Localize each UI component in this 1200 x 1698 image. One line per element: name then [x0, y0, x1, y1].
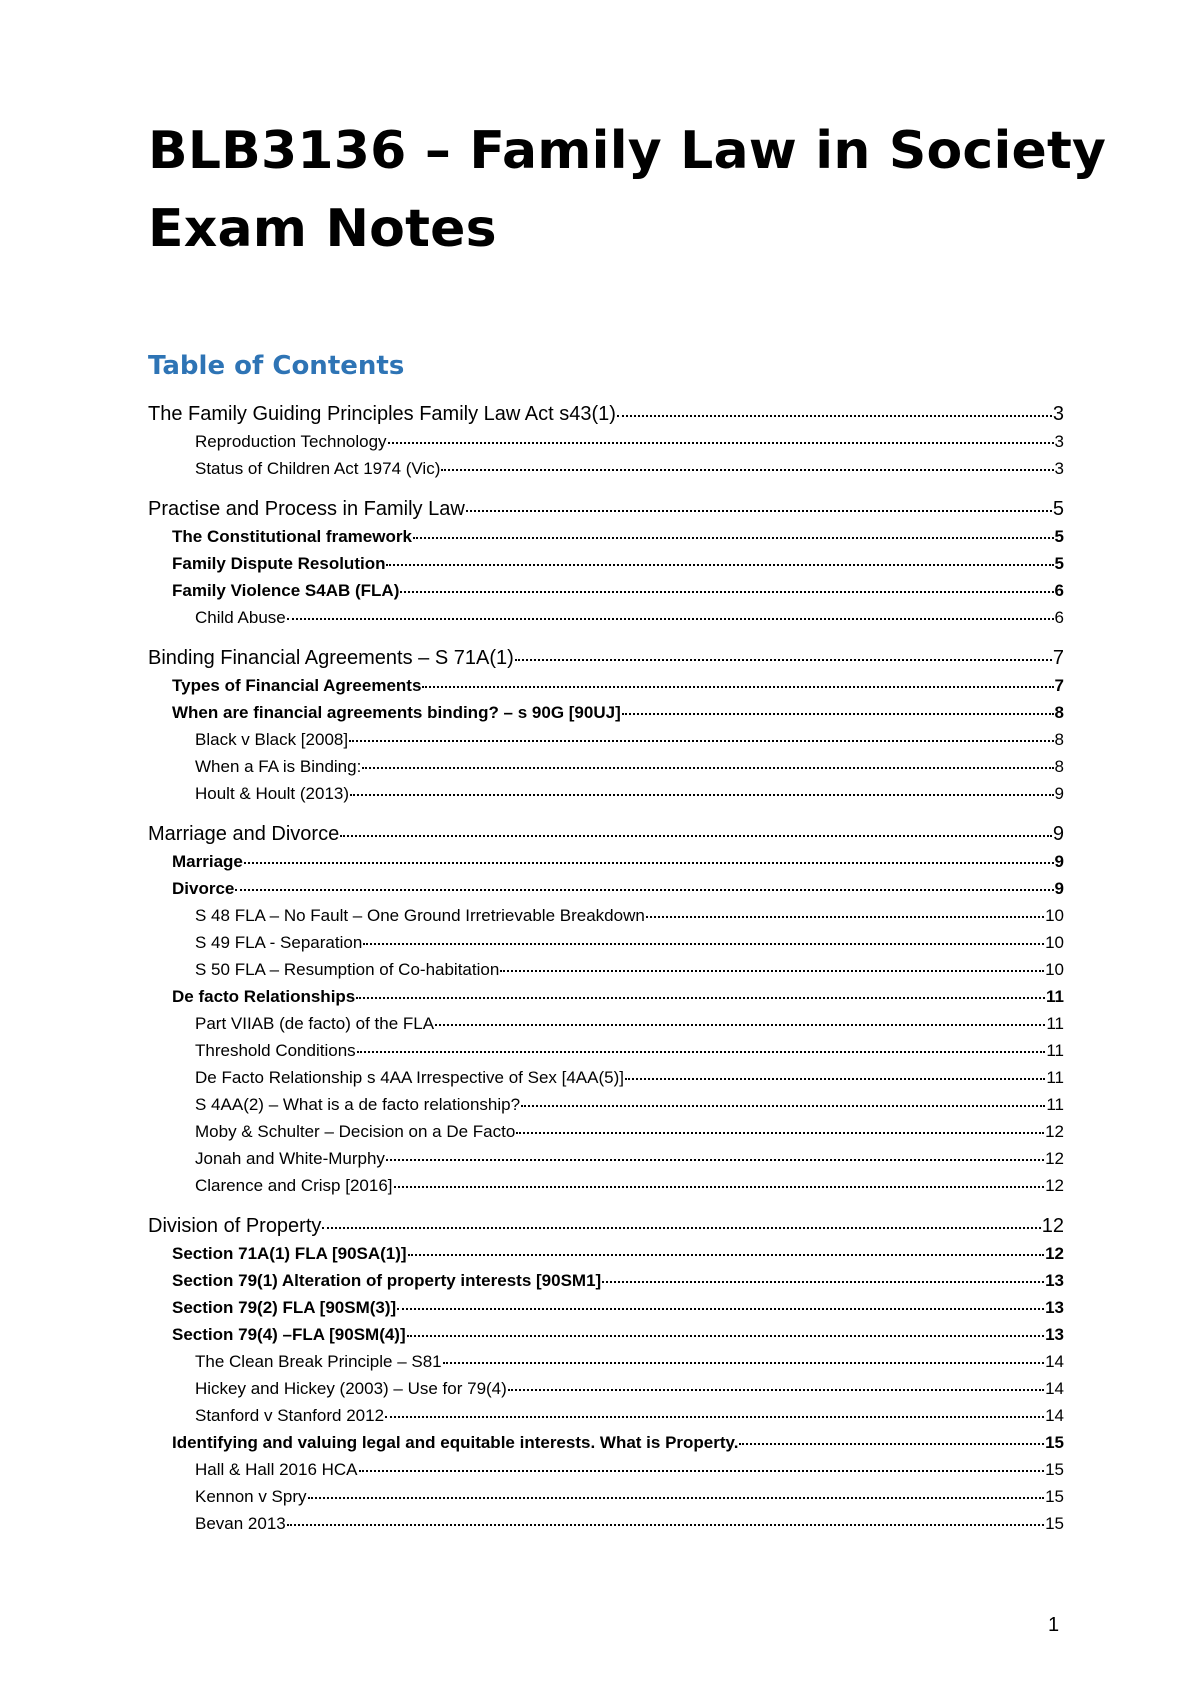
toc-entry-page: 13 [1045, 1298, 1064, 1317]
toc-entry-page: 15 [1045, 1460, 1064, 1479]
toc-entry[interactable] [148, 604, 1064, 631]
toc-entry[interactable] [148, 1483, 1064, 1510]
toc-entry-page: 12 [1045, 1149, 1064, 1168]
toc-entry[interactable] [148, 1267, 1064, 1294]
toc-leader-dots [508, 1388, 1044, 1391]
toc-leader-dots [235, 888, 1053, 891]
toc-entry-label: Child Abuse [195, 608, 286, 627]
toc-leader-dots [602, 1280, 1044, 1283]
toc-entry[interactable] [148, 1037, 1064, 1064]
toc-leader-dots [617, 414, 1052, 417]
toc-entry[interactable] [148, 875, 1064, 902]
toc-entry-label: Clarence and Crisp [2016] [195, 1176, 393, 1195]
toc-entry-page: 12 [1045, 1176, 1064, 1195]
toc-entry-label: Hall & Hall 2016 HCA [195, 1460, 358, 1479]
toc-leader-dots [466, 509, 1052, 512]
toc-entry-page: 9 [1052, 823, 1064, 845]
toc-heading: Table of Contents [148, 351, 405, 381]
toc-entry[interactable] [148, 1510, 1064, 1537]
toc-entry[interactable] [148, 672, 1064, 699]
toc-leader-dots [625, 1077, 1045, 1080]
toc-leader-dots [359, 1469, 1045, 1472]
toc-leader-dots [408, 1253, 1045, 1256]
toc-entry-page: 8 [1054, 730, 1064, 749]
toc-entry-label: S 48 FLA – No Fault – One Ground Irretrievable Breakdown [195, 906, 645, 925]
toc-entry[interactable] [148, 848, 1064, 875]
toc-entry-label: Division of Property [148, 1215, 322, 1237]
toc-entry-label: Status of Children Act 1974 (Vic) [195, 459, 441, 478]
toc-entry-page: 14 [1045, 1406, 1064, 1425]
toc-entry-label: Section 79(1) Alteration of property interests [90SM1] [172, 1271, 602, 1290]
toc-leader-dots [386, 1158, 1044, 1161]
toc-entry-label: Family Dispute Resolution [172, 554, 386, 573]
toc-entry-label: Hoult & Hoult (2013) [195, 784, 350, 803]
toc-entry[interactable] [148, 1145, 1064, 1172]
toc-entry-label: Reproduction Technology [195, 432, 387, 451]
toc-leader-dots [441, 468, 1053, 471]
toc-entry[interactable] [148, 495, 1064, 523]
toc-entry-label: De Facto Relationship s 4AA Irrespective of Sex [4AA(5)] [195, 1068, 624, 1087]
toc-entry-page: 15 [1045, 1487, 1064, 1506]
toc-leader-dots [350, 793, 1054, 796]
toc-leader-dots [397, 1307, 1044, 1310]
toc-entry[interactable] [148, 780, 1064, 807]
toc-entry-page: 10 [1045, 933, 1064, 952]
toc-entry[interactable] [148, 1429, 1064, 1456]
toc-entry-page: 7 [1054, 676, 1064, 695]
toc-entry[interactable] [148, 1010, 1064, 1037]
toc-entry[interactable] [148, 726, 1064, 753]
toc-entry[interactable] [148, 550, 1064, 577]
toc-leader-dots [516, 1131, 1044, 1134]
toc-entry-label: Types of Financial Agreements [172, 676, 422, 695]
toc-entry-page: 10 [1045, 906, 1064, 925]
toc-entry-label: When a FA is Binding: [195, 757, 362, 776]
toc-leader-dots [388, 441, 1054, 444]
toc-entry-label: Family Violence S4AB (FLA) [172, 581, 400, 600]
toc-leader-dots [322, 1226, 1040, 1229]
toc-entry-page: 5 [1054, 554, 1064, 573]
toc-leader-dots [515, 658, 1052, 661]
toc-entry-label: S 49 FLA - Separation [195, 933, 363, 952]
toc-entry[interactable] [148, 1375, 1064, 1402]
toc-entry-label: When are financial agreements binding? – s 90G [90UJ] [172, 703, 621, 722]
toc-leader-dots [386, 563, 1053, 566]
toc-entry-page: 15 [1045, 1433, 1064, 1452]
toc-leader-dots [500, 969, 1044, 972]
toc-entry[interactable] [148, 400, 1064, 428]
toc-entry-page: 8 [1054, 757, 1064, 776]
toc-entry-label: Part VIIAB (de facto) of the FLA [195, 1014, 435, 1033]
toc-entry-label: The Family Guiding Principles Family Law Act s43(1) [148, 403, 616, 425]
toc-leader-dots [407, 1334, 1044, 1337]
toc-entry[interactable] [148, 644, 1064, 672]
toc-leader-dots [394, 1185, 1045, 1188]
toc-entry-page: 11 [1046, 1068, 1064, 1087]
toc-leader-dots [363, 942, 1044, 945]
toc-entry[interactable] [148, 1294, 1064, 1321]
toc-leader-dots [739, 1442, 1044, 1445]
toc-entry-page: 7 [1052, 647, 1064, 669]
toc-entry[interactable] [148, 455, 1064, 482]
toc-entry-label: Bevan 2013 [195, 1514, 286, 1533]
toc-entry[interactable] [148, 577, 1064, 604]
toc-entry-page: 8 [1054, 703, 1064, 722]
toc-entry-page: 3 [1054, 432, 1064, 451]
toc-entry-label: Divorce [172, 879, 235, 898]
toc-entry-page: 11 [1046, 987, 1064, 1006]
toc-entry-label: Kennon v Spry [195, 1487, 307, 1506]
toc-entry-label: S 50 FLA – Resumption of Co-habitation [195, 960, 500, 979]
toc-entry[interactable] [148, 983, 1064, 1010]
toc-entry-page: 6 [1054, 581, 1064, 600]
toc-entry-label: S 4AA(2) – What is a de facto relationship? [195, 1095, 521, 1114]
toc-entry[interactable] [148, 1402, 1064, 1429]
toc-leader-dots [521, 1104, 1045, 1107]
toc-entry-page: 12 [1045, 1122, 1064, 1141]
toc-leader-dots [413, 536, 1054, 539]
toc-entry-label: Binding Financial Agreements – S 71A(1) [148, 647, 514, 669]
toc-entry-page: 10 [1045, 960, 1064, 979]
toc-leader-dots [435, 1023, 1045, 1026]
toc-entry[interactable] [148, 1321, 1064, 1348]
toc-entry[interactable] [148, 753, 1064, 780]
toc-entry-label: Identifying and valuing legal and equitable interests. What is Property. [172, 1433, 739, 1452]
toc-entry[interactable] [148, 1172, 1064, 1199]
toc-leader-dots [349, 739, 1053, 742]
toc-entry-page: 5 [1052, 498, 1064, 520]
toc-entry-label: Black v Black [2008] [195, 730, 349, 749]
toc-entry-page: 12 [1041, 1215, 1064, 1237]
toc-entry-label: Jonah and White-Murphy [195, 1149, 385, 1168]
toc-entry[interactable] [148, 523, 1064, 550]
toc-entry-page: 13 [1045, 1271, 1064, 1290]
toc-entry-label: Moby & Schulter – Decision on a De Facto [195, 1122, 516, 1141]
toc-entry-label: De facto Relationships [172, 987, 356, 1006]
toc-entry-page: 13 [1045, 1325, 1064, 1344]
toc-leader-dots [422, 685, 1053, 688]
toc-leader-dots [443, 1361, 1044, 1364]
toc-leader-dots [287, 1523, 1044, 1526]
toc-entry-page: 6 [1054, 608, 1064, 627]
page-number: 1 [1048, 1614, 1060, 1636]
toc-entry-label: Section 79(4) –FLA [90SM(4)] [172, 1325, 406, 1344]
table-of-contents [148, 400, 1064, 1537]
toc-entry[interactable] [148, 820, 1064, 848]
toc-leader-dots [356, 996, 1045, 999]
toc-leader-dots [646, 915, 1044, 918]
toc-entry[interactable] [148, 1240, 1064, 1267]
toc-entry[interactable] [148, 1456, 1064, 1483]
toc-entry-label: Marriage [172, 852, 243, 871]
toc-entry-page: 14 [1045, 1352, 1064, 1371]
toc-entry-label: Stanford v Stanford 2012 [195, 1406, 385, 1425]
toc-entry[interactable] [148, 1064, 1064, 1091]
toc-entry[interactable] [148, 956, 1064, 983]
toc-entry-page: 14 [1045, 1379, 1064, 1398]
toc-leader-dots [362, 766, 1053, 769]
toc-entry-label: The Constitutional framework [172, 527, 412, 546]
toc-entry-page: 3 [1054, 459, 1064, 478]
toc-entry[interactable] [148, 428, 1064, 455]
toc-entry[interactable] [148, 902, 1064, 929]
toc-leader-dots [385, 1415, 1044, 1418]
toc-entry[interactable] [148, 1118, 1064, 1145]
toc-entry-page: 9 [1054, 852, 1064, 871]
toc-entry-page: 5 [1054, 527, 1064, 546]
toc-entry-label: Threshold Conditions [195, 1041, 356, 1060]
toc-entry[interactable] [148, 1091, 1064, 1118]
toc-entry-label: Section 79(2) FLA [90SM(3)] [172, 1298, 397, 1317]
toc-entry-label: The Clean Break Principle – S81 [195, 1352, 442, 1371]
toc-entry-label: Section 71A(1) FLA [90SA(1)] [172, 1244, 407, 1263]
toc-entry-page: 9 [1054, 879, 1064, 898]
toc-leader-dots [340, 834, 1052, 837]
toc-leader-dots [244, 861, 1054, 864]
toc-entry[interactable] [148, 929, 1064, 956]
toc-leader-dots [400, 590, 1053, 593]
toc-leader-dots [357, 1050, 1046, 1053]
toc-entry-label: Marriage and Divorce [148, 823, 340, 845]
toc-entry-label: Hickey and Hickey (2003) – Use for 79(4) [195, 1379, 507, 1398]
toc-entry[interactable] [148, 1348, 1064, 1375]
toc-leader-dots [308, 1496, 1045, 1499]
toc-entry[interactable] [148, 1212, 1064, 1240]
toc-entry-page: 9 [1054, 784, 1064, 803]
toc-entry-page: 11 [1046, 1095, 1064, 1114]
document-title: BLB3136 – Family Law in Society Exam Notes [148, 121, 1107, 259]
toc-entry-page: 11 [1046, 1041, 1064, 1060]
toc-entry-page: 15 [1045, 1514, 1064, 1533]
toc-leader-dots [287, 617, 1054, 620]
toc-leader-dots [622, 712, 1054, 715]
toc-entry[interactable] [148, 699, 1064, 726]
toc-entry-page: 3 [1052, 403, 1064, 425]
toc-entry-label: Practise and Process in Family Law [148, 498, 465, 520]
toc-entry-page: 11 [1046, 1014, 1064, 1033]
toc-entry-page: 12 [1045, 1244, 1064, 1263]
